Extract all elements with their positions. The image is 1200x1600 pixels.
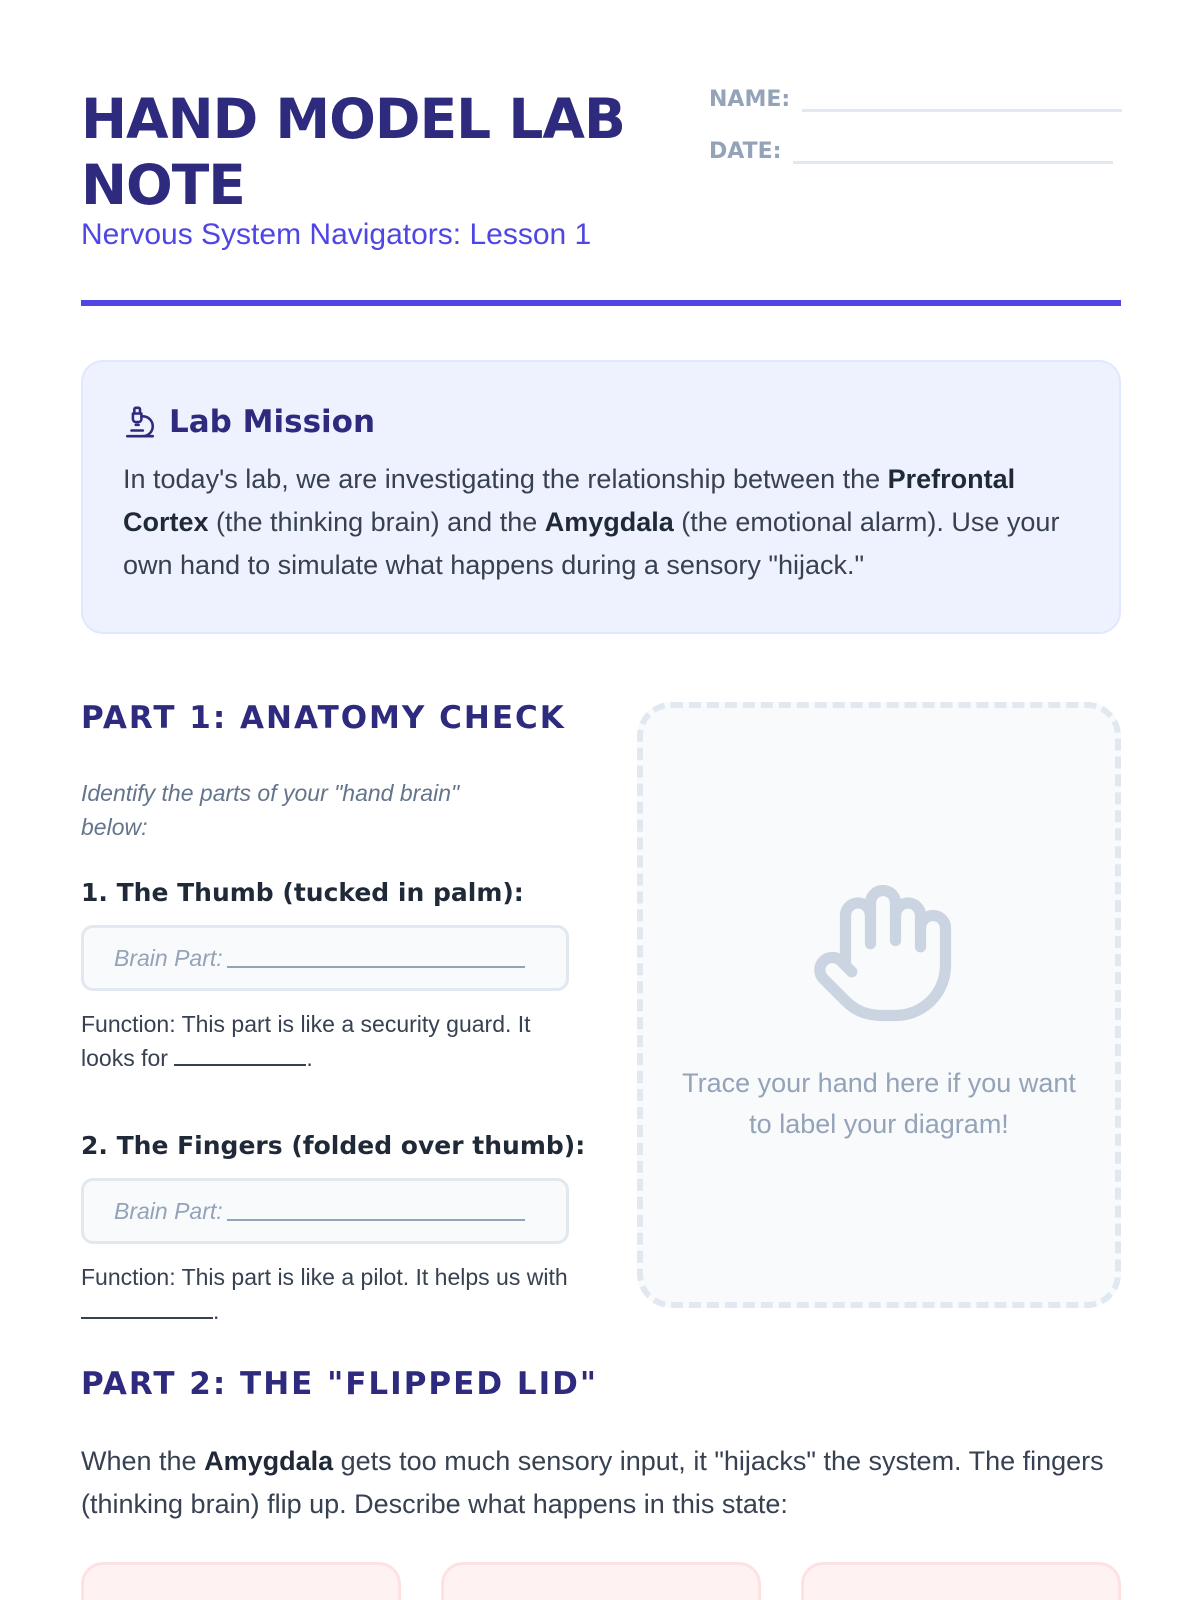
lab-worksheet	[81, 0, 1121, 1600]
part2-text: When the Amygdala gets too much sensory input, it "hijacks" the system. The fingers (thinking brain) flip up. Describe what happens in this state:	[81, 1446, 1104, 1519]
function-blank-2[interactable]	[81, 1301, 213, 1319]
name-label: NAME:	[709, 87, 791, 112]
question-2-answer-field[interactable]: Brain Part:	[81, 1178, 569, 1244]
response-card[interactable]	[441, 1562, 761, 1600]
response-card[interactable]	[81, 1562, 401, 1600]
term-amygdala: Amygdala	[544, 507, 674, 537]
part1-instruction: Identify the parts of your "hand brain" below:	[81, 780, 460, 840]
lab-mission-box	[81, 360, 1121, 634]
question-2-function: Function: This part is like a pilot. It helps us with .	[81, 1264, 568, 1324]
page-subtitle: Nervous System Navigators: Lesson 1	[81, 218, 592, 251]
question-1-function: Function: This part is like a security guard. It looks for .	[81, 1011, 531, 1071]
microscope-icon	[123, 404, 157, 440]
date-label: DATE:	[709, 139, 782, 164]
answer-blank	[227, 948, 525, 968]
date-line[interactable]	[793, 138, 1113, 164]
mission-title: Lab Mission	[169, 404, 376, 440]
mission-text: In today's lab, we are investigating the relationship between the Prefrontal Cortex (the thinking brain) and the Amygdala (the emotional alarm). Use your own hand to simulate what happens during a sensory "hijack."	[123, 464, 1060, 580]
part1-anatomy-check	[81, 700, 586, 1328]
hand-trace-area[interactable]	[637, 702, 1121, 1308]
function-blank-1[interactable]	[174, 1048, 306, 1066]
date-field	[709, 138, 1113, 164]
question-2-title: 2. The Fingers (folded over thumb):	[81, 1131, 586, 1160]
answer-blank	[227, 1201, 525, 1221]
question-1-answer-field[interactable]: Brain Part:	[81, 925, 569, 991]
part2-flipped-lid	[81, 1366, 1121, 1526]
page-title: HAND MODEL LAB NOTE	[81, 87, 625, 217]
trace-instruction: Trace your hand here if you want to label your diagram!	[682, 1068, 1076, 1139]
name-field	[709, 86, 1122, 112]
part1-title: PART 1: ANATOMY CHECK	[81, 700, 566, 736]
term-amygdala: Amygdala	[204, 1446, 334, 1476]
name-line[interactable]	[802, 86, 1122, 112]
part2-title: PART 2: THE "FLIPPED LID"	[81, 1366, 599, 1402]
mission-heading	[123, 404, 1079, 440]
question-1-title: 1. The Thumb (tucked in palm):	[81, 878, 524, 907]
hand-icon	[808, 878, 958, 1028]
response-card[interactable]	[801, 1562, 1121, 1600]
header-divider	[81, 300, 1121, 306]
flipped-lid-cards	[81, 1562, 1121, 1600]
term-prefrontal-cortex: Prefrontal Cortex	[123, 464, 1016, 537]
